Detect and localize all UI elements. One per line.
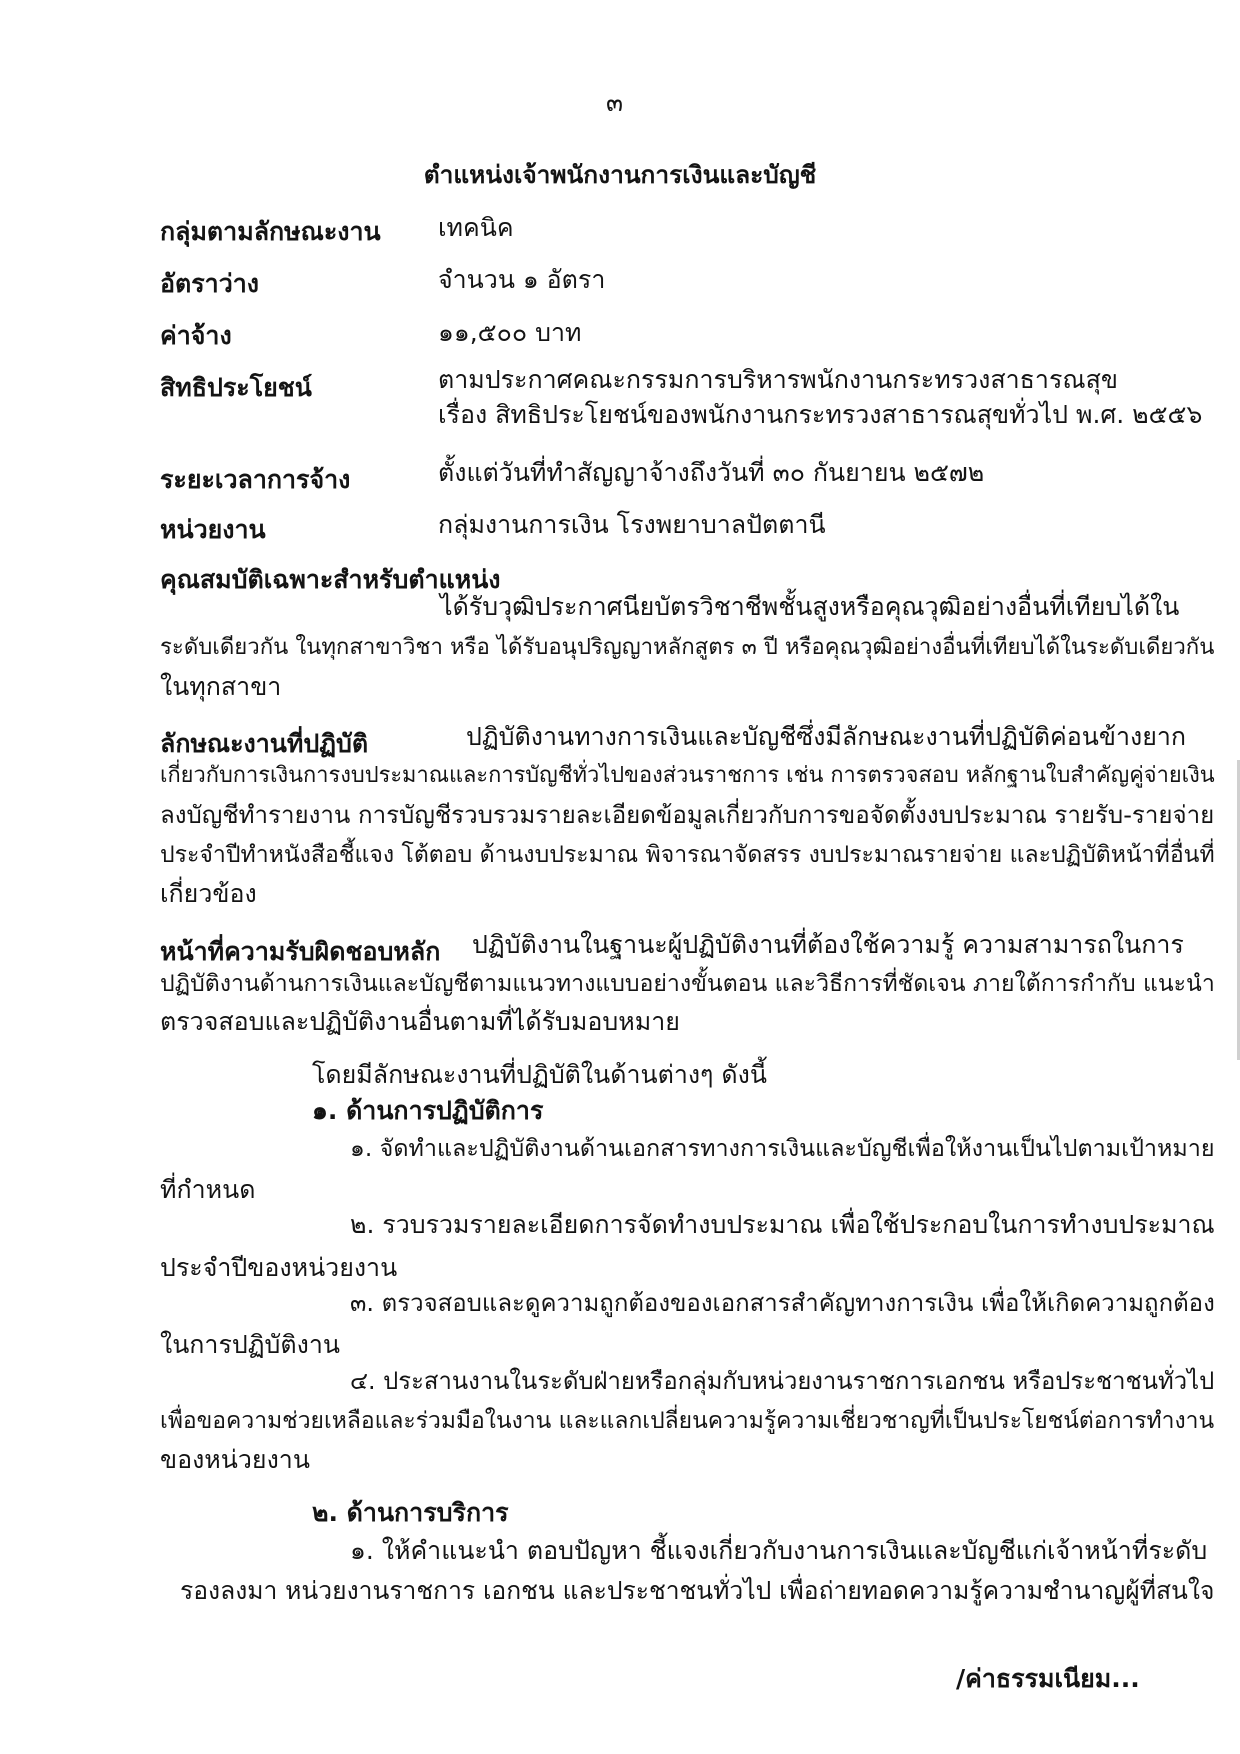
duties-intro: โดยมีลักษณะงานที่ปฏิบัติในด้านต่างๆ ดังนี้	[312, 1060, 767, 1089]
field-value-employment-period: ตั้งแต่วันที่ทำสัญญาจ้างถึงวันที่ ๓๐ กันยายน ๒๕๗๒	[438, 458, 985, 487]
field-label-benefits: สิทธิประโยชน์	[160, 373, 312, 402]
section2-item1: ๑. ให้คำแนะนำ ตอบปัญหา ชี้แจงเกี่ยวกับงานการเงินและบัญชีแก่เจ้าหน้าที่ระดับ	[350, 1536, 1208, 1565]
page-title: ตำแหน่งเจ้าพนักงานการเงินและบัญชี	[423, 160, 817, 189]
responsibility-line: ปฏิบัติงานด้านการเงินและบัญชีตามแนวทางแบบอย่างขั้นตอน และวิธีการที่ชัดเจน ภายใต้การกำกับ แนะนำ	[160, 971, 1215, 997]
field-value-benefits-line2: เรื่อง สิทธิประโยชน์ของพนักงานกระทรวงสาธารณสุขทั่วไป พ.ศ. ๒๕๕๖	[438, 400, 1203, 429]
qualification-line: ได้รับวุฒิประกาศนียบัตรวิชาชีพชั้นสูงหรือคุณวุฒิอย่างอื่นที่เทียบได้ใน	[440, 592, 1180, 621]
qualification-heading: คุณสมบัติเฉพาะสำหรับตำแหน่ง	[160, 565, 501, 594]
job-nature-line: ประจำปีทำหนังสือชี้แจง โต้ตอบ ด้านงบประมาณ พิจารณาจัดสรร งบประมาณรายจ่าย และปฏิบัติหน้าที่อื่นที่	[160, 842, 1215, 868]
qualification-line: ในทุกสาขา	[160, 672, 282, 701]
page-number: ๓	[606, 88, 624, 117]
responsibility-first-line: ปฏิบัติงานในฐานะผู้ปฏิบัติงานที่ต้องใช้ความรู้ ความสามารถในการ	[472, 930, 1184, 959]
field-value-vacancy: จำนวน ๑ อัตรา	[438, 265, 606, 294]
field-label-employment-period: ระยะเวลาการจ้าง	[160, 465, 351, 494]
qualification-line: ระดับเดียวกัน ในทุกสาขาวิชา หรือ ได้รับอนุปริญญาหลักสูตร ๓ ปี หรือคุณวุฒิอย่างอื่นที่เทียบได้ในระดับเดียวกัน	[160, 634, 1215, 660]
section1-heading: ๑. ด้านการปฏิบัติการ	[312, 1096, 544, 1125]
section1-item4-cont: เพื่อขอความช่วยเหลือและร่วมมือในงาน และแลกเปลี่ยนความรู้ความเชี่ยวชาญที่เป็นประโยชน์ต่อการทำงาน	[160, 1408, 1215, 1434]
field-label-vacancy: อัตราว่าง	[160, 269, 259, 298]
field-value-work-group: เทคนิค	[438, 213, 514, 242]
field-label-wage: ค่าจ้าง	[160, 321, 232, 350]
section2-heading: ๒. ด้านการบริการ	[312, 1498, 509, 1527]
section1-item1: ๑. จัดทำและปฏิบัติงานด้านเอกสารทางการเงินและบัญชีเพื่อให้งานเป็นไปตามเป้าหมาย	[350, 1134, 1215, 1162]
continuation-note: /ค่าธรรมเนียม...	[956, 1664, 1140, 1693]
field-value-department: กลุ่มงานการเงิน โรงพยาบาลปัตตานี	[438, 510, 826, 539]
field-value-benefits: ตามประกาศคณะกรรมการบริหารพนักงานกระทรวงสาธารณสุข	[438, 365, 1118, 394]
job-nature-line: เกี่ยวข้อง	[160, 879, 257, 908]
section2-item1-cont: รองลงมา หน่วยงานราชการ เอกชน และประชาชนทั่วไป เพื่อถ่ายทอดความรู้ความชำนาญผู้ที่สนใจ	[180, 1576, 1215, 1605]
job-nature-line: ลงบัญชีทำรายงาน การบัญชีรวบรวมรายละเอียดข้อมูลเกี่ยวกับการขอจัดตั้งงบประมาณ รายรับ-รายจ่าย	[160, 801, 1215, 829]
section1-item1-cont: ที่กำหนด	[160, 1175, 256, 1204]
field-label-department: หน่วยงาน	[160, 515, 266, 544]
job-nature-heading: ลักษณะงานที่ปฏิบัติ	[160, 729, 369, 758]
section1-item4: ๔. ประสานงานในระดับฝ่ายหรือกลุ่มกับหน่วยงานราชการเอกชน หรือประชาชนทั่วไป	[350, 1367, 1215, 1395]
section1-item2-cont: ประจำปีของหน่วยงาน	[160, 1253, 398, 1282]
field-value-wage: ๑๑,๕๐๐ บาท	[438, 318, 582, 347]
section1-item3-cont: ในการปฏิบัติงาน	[160, 1330, 340, 1359]
responsibility-line: ตรวจสอบและปฏิบัติงานอื่นตามที่ได้รับมอบหมาย	[160, 1007, 680, 1036]
job-nature-first-line: ปฏิบัติงานทางการเงินและบัญชีซึ่งมีลักษณะงานที่ปฏิบัติค่อนข้างยาก	[466, 722, 1187, 751]
field-label-work-group: กลุ่มตามลักษณะงาน	[160, 217, 381, 246]
section1-item4-cont: ของหน่วยงาน	[160, 1445, 310, 1474]
responsibility-heading: หน้าที่ความรับผิดชอบหลัก	[160, 937, 441, 966]
job-nature-line: เกี่ยวกับการเงินการงบประมาณและการบัญชีทั่วไปของส่วนราชการ เช่น การตรวจสอบ หลักฐานใบสำคัญคู่จ่ายเงิน	[160, 763, 1215, 788]
section1-item2: ๒. รวบรวมรายละเอียดการจัดทำงบประมาณ เพื่อใช้ประกอบในการทำงบประมาณ	[350, 1210, 1215, 1239]
section1-item3: ๓. ตรวจสอบและดูความถูกต้องของเอกสารสำคัญทางการเงิน เพื่อให้เกิดความถูกต้อง	[350, 1289, 1215, 1317]
